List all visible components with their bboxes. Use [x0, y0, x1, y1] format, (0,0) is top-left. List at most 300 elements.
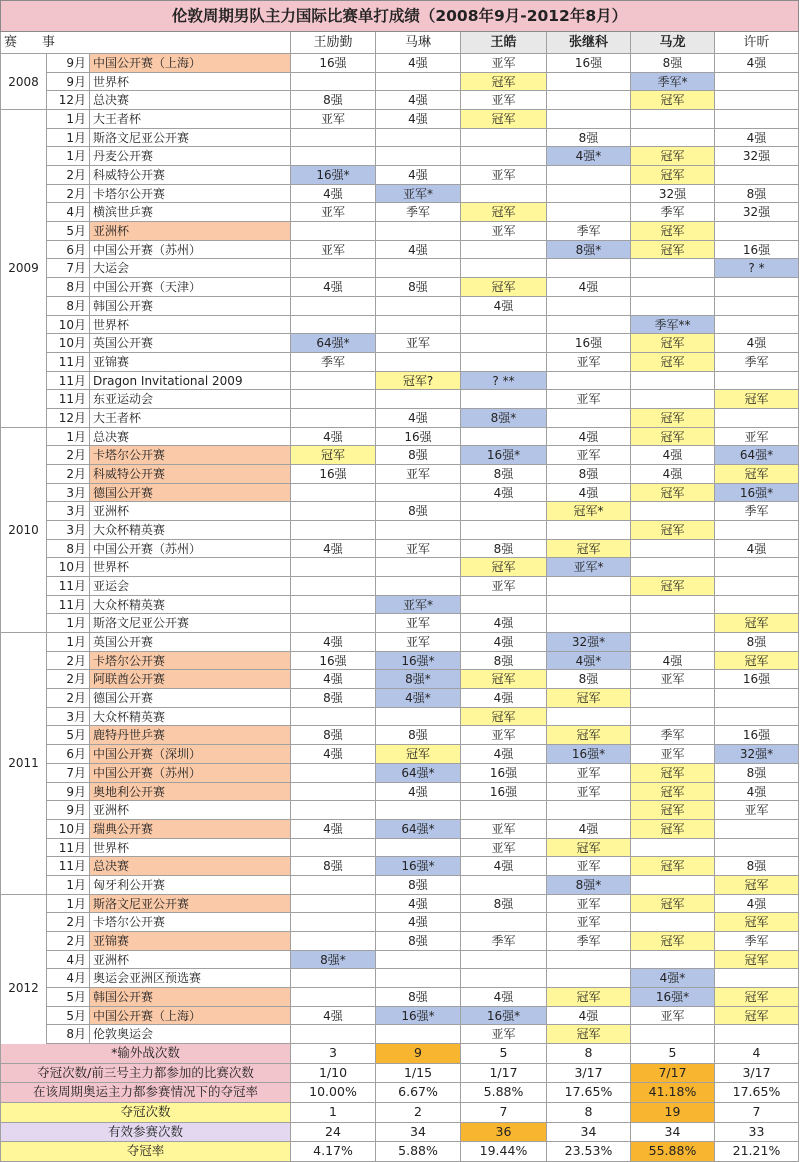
summary-value: 55.88%: [631, 1142, 715, 1162]
event-cell: 德国公开赛: [90, 689, 291, 708]
result-cell: 冠军: [547, 839, 631, 858]
event-cell: 斯洛文尼亚公开赛: [90, 895, 291, 914]
result-cell: [461, 334, 547, 353]
event-cell: 大运会: [90, 259, 291, 278]
result-cell: [291, 913, 376, 932]
result-cell: 冠军: [291, 446, 376, 465]
summary-value: 3: [291, 1044, 376, 1064]
event-cell: 大王者杯: [90, 110, 291, 129]
event-cell: 东亚运动会: [90, 390, 291, 409]
month-cell: 2月: [47, 689, 90, 708]
summary-value: 8: [547, 1044, 631, 1064]
month-cell: 7月: [47, 764, 90, 783]
month-cell: 5月: [47, 222, 90, 241]
result-cell: [631, 633, 715, 652]
event-cell: 科威特公开赛: [90, 166, 291, 185]
result-cell: [461, 259, 547, 278]
result-cell: 季军*: [631, 73, 715, 92]
month-cell: 2月: [47, 932, 90, 951]
result-cell: 冠军: [715, 988, 799, 1007]
result-cell: 冠军: [715, 913, 799, 932]
result-cell: 冠军: [631, 428, 715, 447]
result-cell: 亚军: [291, 110, 376, 129]
result-cell: [631, 558, 715, 577]
summary-value: 3/17: [547, 1064, 631, 1084]
result-cell: 冠军: [631, 484, 715, 503]
month-cell: 11月: [47, 857, 90, 876]
result-cell: 亚军: [547, 353, 631, 372]
result-cell: 亚军: [631, 745, 715, 764]
result-cell: 冠军: [547, 540, 631, 559]
month-cell: 2月: [47, 446, 90, 465]
result-cell: 季军: [291, 353, 376, 372]
result-cell: [291, 783, 376, 802]
header-player: 王皓: [461, 32, 547, 54]
result-cell: 冠军: [715, 390, 799, 409]
month-cell: 5月: [47, 1007, 90, 1026]
summary-value: 34: [376, 1123, 461, 1143]
result-cell: [631, 259, 715, 278]
result-cell: [631, 708, 715, 727]
result-cell: 4强: [461, 614, 547, 633]
result-cell: 4强*: [547, 147, 631, 166]
event-cell: 总决赛: [90, 91, 291, 110]
result-cell: 亚军: [461, 166, 547, 185]
result-cell: [631, 913, 715, 932]
result-cell: 冠军: [715, 876, 799, 895]
result-cell: ? *: [715, 259, 799, 278]
result-cell: [631, 278, 715, 297]
event-cell: 中国公开赛（天津）: [90, 278, 291, 297]
result-cell: 4强: [461, 689, 547, 708]
month-cell: 1月: [47, 147, 90, 166]
month-cell: 8月: [47, 540, 90, 559]
result-cell: [631, 596, 715, 615]
result-cell: [547, 521, 631, 540]
result-cell: [376, 708, 461, 727]
result-cell: [631, 614, 715, 633]
result-cell: [631, 390, 715, 409]
month-cell: 4月: [47, 969, 90, 988]
summary-label: 夺冠次数: [0, 1103, 291, 1123]
result-cell: [631, 876, 715, 895]
result-cell: [291, 502, 376, 521]
result-cell: [291, 708, 376, 727]
result-cell: [291, 484, 376, 503]
result-cell: 亚军: [631, 1007, 715, 1026]
result-cell: 4强: [461, 484, 547, 503]
month-cell: 1月: [47, 428, 90, 447]
result-cell: [291, 409, 376, 428]
result-cell: 16强*: [631, 988, 715, 1007]
result-cell: [715, 372, 799, 391]
result-cell: 4强: [461, 988, 547, 1007]
result-cell: 16强: [715, 670, 799, 689]
result-cell: 冠军: [376, 745, 461, 764]
result-cell: 亚军: [547, 783, 631, 802]
summary-value: 7/17: [631, 1064, 715, 1084]
result-cell: [376, 297, 461, 316]
result-cell: [715, 558, 799, 577]
result-cell: [291, 839, 376, 858]
result-cell: 8强: [461, 895, 547, 914]
result-cell: 8强: [715, 185, 799, 204]
result-cell: 亚军: [547, 895, 631, 914]
event-cell: 亚锦赛: [90, 353, 291, 372]
result-cell: [547, 316, 631, 335]
month-cell: 2月: [47, 670, 90, 689]
month-cell: 11月: [47, 839, 90, 858]
result-cell: 4强: [715, 783, 799, 802]
result-cell: 4强: [291, 278, 376, 297]
event-cell: 大众杯精英赛: [90, 596, 291, 615]
result-cell: [547, 577, 631, 596]
result-cell: 4强: [461, 745, 547, 764]
result-cell: 冠军: [631, 764, 715, 783]
result-cell: 冠军: [461, 670, 547, 689]
result-cell: [631, 110, 715, 129]
result-cell: [291, 147, 376, 166]
result-cell: 季军: [715, 502, 799, 521]
result-cell: [461, 913, 547, 932]
result-cell: 4强: [376, 895, 461, 914]
result-cell: [715, 91, 799, 110]
result-cell: 4强: [547, 1007, 631, 1026]
header-player: 马琳: [376, 32, 461, 54]
result-cell: 4强: [376, 166, 461, 185]
result-cell: 4强: [376, 110, 461, 129]
result-cell: 冠军: [547, 988, 631, 1007]
result-cell: [291, 577, 376, 596]
result-cell: [376, 839, 461, 858]
result-cell: 16强: [291, 54, 376, 73]
year-label: 2011: [0, 633, 47, 895]
result-cell: 8强: [376, 988, 461, 1007]
result-cell: 16强*: [376, 857, 461, 876]
result-cell: 4强: [715, 54, 799, 73]
result-cell: 冠军: [631, 334, 715, 353]
result-cell: [291, 129, 376, 148]
result-cell: 冠军: [715, 465, 799, 484]
result-cell: 4强: [631, 465, 715, 484]
summary-value: 5.88%: [461, 1083, 547, 1103]
result-cell: 冠军: [631, 91, 715, 110]
result-cell: 4强: [291, 745, 376, 764]
event-cell: 总决赛: [90, 428, 291, 447]
result-cell: [715, 73, 799, 92]
event-cell: 大王者杯: [90, 409, 291, 428]
result-cell: 亚军: [461, 54, 547, 73]
result-cell: [547, 409, 631, 428]
result-cell: 冠军: [631, 932, 715, 951]
event-cell: Dragon Invitational 2009: [90, 372, 291, 391]
summary-value: 34: [631, 1123, 715, 1143]
result-cell: [376, 353, 461, 372]
result-cell: 8强: [547, 670, 631, 689]
result-cell: 亚军: [547, 390, 631, 409]
event-cell: 卡塔尔公开赛: [90, 446, 291, 465]
result-cell: [631, 689, 715, 708]
result-cell: [291, 297, 376, 316]
result-cell: 8强: [376, 932, 461, 951]
result-cell: 亚军: [291, 203, 376, 222]
result-cell: 亚军: [461, 577, 547, 596]
result-cell: 8强: [461, 540, 547, 559]
result-cell: 8强: [461, 652, 547, 671]
result-cell: [715, 521, 799, 540]
result-cell: 16强: [715, 726, 799, 745]
result-cell: 亚军: [376, 540, 461, 559]
result-cell: 4强: [715, 895, 799, 914]
result-cell: 8强*: [461, 409, 547, 428]
event-cell: 德国公开赛: [90, 484, 291, 503]
month-cell: 3月: [47, 708, 90, 727]
result-cell: 16强: [376, 428, 461, 447]
month-cell: 2月: [47, 913, 90, 932]
result-cell: 季军: [547, 222, 631, 241]
event-cell: 世界杯: [90, 316, 291, 335]
result-cell: 亚军: [376, 633, 461, 652]
result-cell: 亚军: [547, 446, 631, 465]
result-cell: 冠军*: [547, 502, 631, 521]
month-cell: 3月: [47, 484, 90, 503]
result-cell: 64强*: [291, 334, 376, 353]
result-cell: 32强*: [547, 633, 631, 652]
result-cell: 4强: [715, 540, 799, 559]
header-player: 马龙: [631, 32, 715, 54]
result-cell: 亚军: [547, 764, 631, 783]
result-cell: [461, 129, 547, 148]
result-cell: 8强: [376, 502, 461, 521]
result-cell: 亚军: [547, 857, 631, 876]
result-cell: [461, 596, 547, 615]
month-cell: 4月: [47, 951, 90, 970]
result-cell: 冠军: [631, 577, 715, 596]
event-cell: 总决赛: [90, 857, 291, 876]
result-cell: 亚军: [376, 465, 461, 484]
result-cell: 冠军: [547, 726, 631, 745]
summary-value: 7: [461, 1103, 547, 1123]
month-cell: 6月: [47, 745, 90, 764]
result-cell: 冠军: [715, 652, 799, 671]
month-cell: 2月: [47, 465, 90, 484]
month-cell: 9月: [47, 54, 90, 73]
result-cell: [715, 708, 799, 727]
result-cell: 4强: [291, 820, 376, 839]
result-cell: 冠军: [631, 857, 715, 876]
result-cell: [547, 203, 631, 222]
result-cell: 亚军: [461, 726, 547, 745]
event-cell: 世界杯: [90, 558, 291, 577]
result-cell: 16强*: [376, 652, 461, 671]
result-cell: 4强: [547, 484, 631, 503]
result-cell: 4强: [547, 820, 631, 839]
result-cell: [376, 222, 461, 241]
month-cell: 6月: [47, 241, 90, 260]
result-cell: 8强: [291, 91, 376, 110]
result-cell: 8强: [291, 857, 376, 876]
event-cell: 韩国公开赛: [90, 297, 291, 316]
result-cell: [291, 222, 376, 241]
result-cell: [461, 876, 547, 895]
result-cell: 亚军: [461, 1025, 547, 1044]
result-cell: 8强*: [291, 951, 376, 970]
result-cell: 16强*: [291, 166, 376, 185]
summary-value: 5.88%: [376, 1142, 461, 1162]
result-cell: 季军**: [631, 316, 715, 335]
result-cell: 8强: [715, 857, 799, 876]
summary-value: 6.67%: [376, 1083, 461, 1103]
result-cell: 冠军: [631, 820, 715, 839]
result-cell: [547, 969, 631, 988]
result-cell: [291, 764, 376, 783]
month-cell: 2月: [47, 166, 90, 185]
result-cell: [291, 73, 376, 92]
result-cell: 4强: [461, 297, 547, 316]
month-cell: 1月: [47, 876, 90, 895]
result-cell: 冠军: [547, 689, 631, 708]
event-cell: 匈牙利公开赛: [90, 876, 291, 895]
result-cell: [461, 969, 547, 988]
result-cell: 16强: [461, 783, 547, 802]
event-cell: 伦敦奥运会: [90, 1025, 291, 1044]
result-cell: [291, 316, 376, 335]
result-cell: [715, 278, 799, 297]
result-cell: [547, 185, 631, 204]
result-cell: [461, 353, 547, 372]
result-cell: [291, 596, 376, 615]
month-cell: 4月: [47, 203, 90, 222]
result-cell: 32强: [631, 185, 715, 204]
result-cell: 季军: [461, 932, 547, 951]
result-cell: [631, 540, 715, 559]
event-cell: 英国公开赛: [90, 334, 291, 353]
result-cell: 32强*: [715, 745, 799, 764]
result-cell: 4强: [631, 652, 715, 671]
result-cell: [547, 614, 631, 633]
event-cell: 中国公开赛（苏州）: [90, 764, 291, 783]
result-cell: 16强*: [461, 1007, 547, 1026]
result-cell: [291, 876, 376, 895]
result-cell: [715, 409, 799, 428]
result-cell: 4强*: [547, 652, 631, 671]
month-cell: 3月: [47, 502, 90, 521]
event-cell: 韩国公开赛: [90, 988, 291, 1007]
result-cell: 8强: [631, 54, 715, 73]
result-cell: 亚军: [461, 839, 547, 858]
event-cell: 奥运会亚洲区预选赛: [90, 969, 291, 988]
result-cell: 16强*: [376, 1007, 461, 1026]
result-cell: 冠军: [631, 353, 715, 372]
result-cell: [376, 73, 461, 92]
result-cell: 冠军: [631, 521, 715, 540]
header-player: 许昕: [715, 32, 799, 54]
result-cell: 4强: [715, 129, 799, 148]
month-cell: 11月: [47, 353, 90, 372]
result-cell: [547, 91, 631, 110]
summary-value: 17.65%: [547, 1083, 631, 1103]
month-cell: 10月: [47, 316, 90, 335]
result-cell: 4强: [715, 334, 799, 353]
month-cell: 2月: [47, 652, 90, 671]
event-cell: 中国公开赛（上海）: [90, 1007, 291, 1026]
result-cell: [376, 259, 461, 278]
result-cell: [376, 969, 461, 988]
result-cell: [631, 951, 715, 970]
year-label: 2012: [0, 895, 47, 1082]
result-cell: 冠军: [631, 783, 715, 802]
summary-value: 1/17: [461, 1064, 547, 1084]
result-cell: 64强*: [376, 764, 461, 783]
result-cell: 32强: [715, 147, 799, 166]
result-cell: [291, 558, 376, 577]
result-cell: [461, 801, 547, 820]
result-cell: 4强: [461, 633, 547, 652]
result-cell: [715, 316, 799, 335]
result-cell: 4强: [376, 783, 461, 802]
result-cell: 64强*: [715, 446, 799, 465]
result-cell: [547, 801, 631, 820]
event-cell: 瑞典公开赛: [90, 820, 291, 839]
result-cell: [461, 521, 547, 540]
result-cell: 亚军: [547, 913, 631, 932]
month-cell: 9月: [47, 783, 90, 802]
result-cell: 16强: [291, 465, 376, 484]
event-cell: 奥地利公开赛: [90, 783, 291, 802]
result-cell: [461, 316, 547, 335]
result-cell: 4强*: [376, 689, 461, 708]
summary-value: 7: [715, 1103, 799, 1123]
result-cell: 冠军: [631, 166, 715, 185]
header-player: 王励勤: [291, 32, 376, 54]
result-cell: 4强: [376, 54, 461, 73]
event-cell: 亚锦赛: [90, 932, 291, 951]
summary-value: 41.18%: [631, 1083, 715, 1103]
event-cell: 世界杯: [90, 73, 291, 92]
month-cell: 1月: [47, 129, 90, 148]
result-cell: 亚军*: [376, 596, 461, 615]
result-cell: [376, 129, 461, 148]
result-cell: 亚军: [376, 334, 461, 353]
result-cell: 8强: [376, 876, 461, 895]
result-cell: [291, 932, 376, 951]
result-cell: [291, 988, 376, 1007]
month-cell: 5月: [47, 726, 90, 745]
result-cell: 8强: [291, 689, 376, 708]
summary-value: 5: [461, 1044, 547, 1064]
event-cell: 大众杯精英赛: [90, 708, 291, 727]
result-cell: 4强: [376, 241, 461, 260]
event-cell: 亚洲杯: [90, 801, 291, 820]
summary-value: 8: [547, 1103, 631, 1123]
result-cell: 64强*: [376, 820, 461, 839]
result-cell: 冠军: [547, 1025, 631, 1044]
summary-value: 10.00%: [291, 1083, 376, 1103]
result-cell: [291, 969, 376, 988]
summary-value: 21.21%: [715, 1142, 799, 1162]
month-cell: 10月: [47, 558, 90, 577]
result-cell: [715, 820, 799, 839]
summary-value: 2: [376, 1103, 461, 1123]
result-cell: [715, 110, 799, 129]
result-cell: [631, 372, 715, 391]
event-cell: 世界杯: [90, 839, 291, 858]
result-cell: 4强: [631, 446, 715, 465]
event-cell: 中国公开赛（苏州）: [90, 241, 291, 260]
result-cell: 亚军: [715, 801, 799, 820]
result-cell: 8强: [376, 446, 461, 465]
summary-value: 5: [631, 1044, 715, 1064]
